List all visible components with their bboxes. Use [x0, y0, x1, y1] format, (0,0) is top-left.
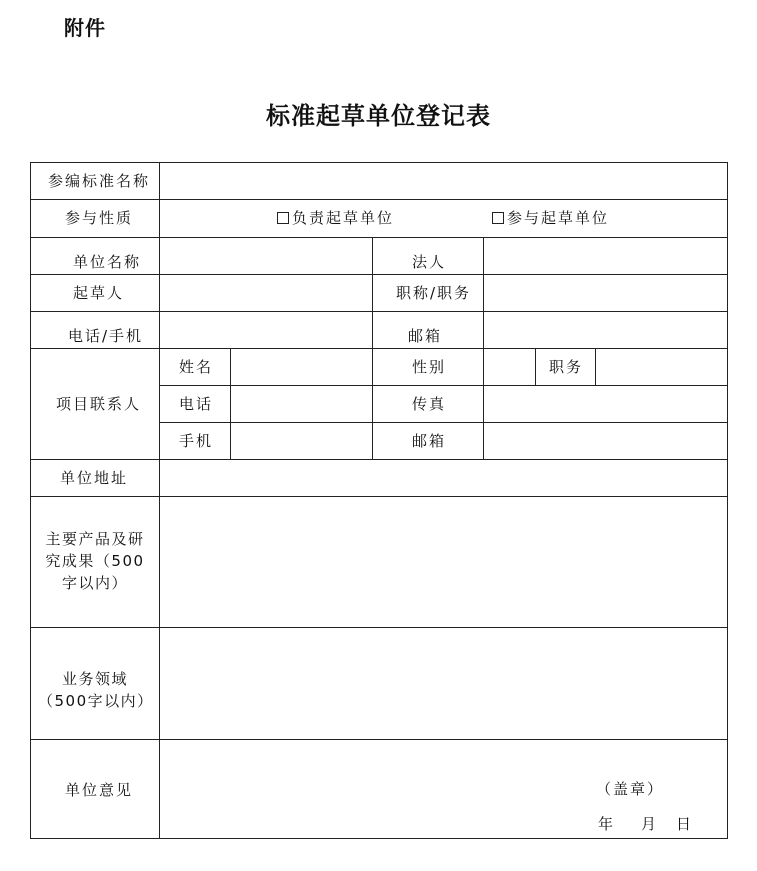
row-divider	[30, 627, 728, 628]
contact-email-label: 邮箱	[412, 432, 447, 450]
participation-label: 参与性质	[65, 209, 134, 227]
lead-unit-option-label: 负责起草单位	[292, 209, 395, 227]
checkbox-icon[interactable]	[492, 212, 504, 224]
contact-position-label: 职务	[549, 358, 584, 376]
drafter-label: 起草人	[73, 284, 125, 302]
title-position-field[interactable]	[485, 276, 725, 310]
standard-name-field[interactable]	[161, 164, 725, 198]
contact-fax-field[interactable]	[485, 387, 725, 421]
contact-name-field[interactable]	[232, 350, 370, 384]
checkbox-icon[interactable]	[277, 212, 289, 224]
column-divider	[230, 348, 231, 459]
contact-position-field[interactable]	[597, 350, 725, 384]
phone-mobile-field[interactable]	[161, 313, 370, 347]
contact-mobile-label: 手机	[179, 432, 214, 450]
contact-mobile-field[interactable]	[232, 424, 370, 458]
row-divider	[30, 739, 728, 740]
main-products-label: 主要产品及研究成果（500字以内）	[45, 530, 145, 592]
table-border-right	[727, 162, 728, 839]
email-label: 邮箱	[408, 327, 443, 345]
form-title: 标准起草单位登记表	[266, 101, 491, 130]
business-scope-field[interactable]	[161, 629, 725, 738]
seal-label: （盖章）	[596, 780, 665, 798]
phone-mobile-label: 电话/手机	[68, 327, 144, 345]
row-divider	[30, 496, 728, 497]
row-divider	[30, 274, 728, 275]
legal-person-label: 法人	[412, 253, 447, 271]
row-divider	[30, 348, 728, 349]
table-border-bottom	[30, 838, 728, 839]
column-divider	[595, 348, 596, 385]
column-divider	[535, 348, 536, 385]
row-divider	[30, 311, 728, 312]
contact-gender-label: 性别	[412, 358, 447, 376]
contact-fax-label: 传真	[412, 395, 447, 413]
participate-unit-option[interactable]	[492, 208, 609, 228]
contact-gender-field[interactable]	[485, 350, 533, 384]
drafter-field[interactable]	[161, 276, 370, 310]
standard-name-label: 参编标准名称	[48, 172, 151, 190]
label-column-divider	[159, 162, 160, 839]
unit-address-field[interactable]	[161, 461, 725, 495]
date-month-label: 月	[641, 815, 659, 833]
main-products-field[interactable]	[161, 498, 725, 626]
row-divider	[159, 422, 728, 423]
unit-opinion-label: 单位意见	[65, 781, 134, 799]
date-day-label: 日	[676, 815, 694, 833]
contact-name-label: 姓名	[179, 358, 214, 376]
contact-phone-field[interactable]	[232, 387, 370, 421]
table-border-top	[30, 162, 728, 163]
row-divider	[30, 459, 728, 460]
date-year-label: 年	[598, 815, 616, 833]
column-divider	[483, 237, 484, 459]
unit-name-field[interactable]	[161, 239, 370, 273]
registration-form-table	[30, 162, 728, 839]
attachment-label: 附件	[64, 16, 106, 40]
column-divider	[372, 237, 373, 459]
row-divider	[30, 237, 728, 238]
participate-unit-option-label: 参与起草单位	[507, 209, 610, 227]
row-divider	[30, 199, 728, 200]
table-border-left	[30, 162, 31, 839]
row-divider	[159, 385, 728, 386]
unit-address-label: 单位地址	[60, 469, 129, 487]
contact-phone-label: 电话	[179, 395, 214, 413]
project-contact-label: 项目联系人	[56, 395, 142, 413]
unit-name-label: 单位名称	[73, 253, 142, 271]
email-field[interactable]	[485, 313, 725, 347]
lead-unit-option[interactable]	[277, 208, 394, 228]
title-position-label: 职称/职务	[396, 284, 472, 302]
contact-email-field[interactable]	[485, 424, 725, 458]
business-scope-label: 业务领域（500字以内）	[38, 670, 154, 710]
legal-person-field[interactable]	[485, 239, 725, 273]
